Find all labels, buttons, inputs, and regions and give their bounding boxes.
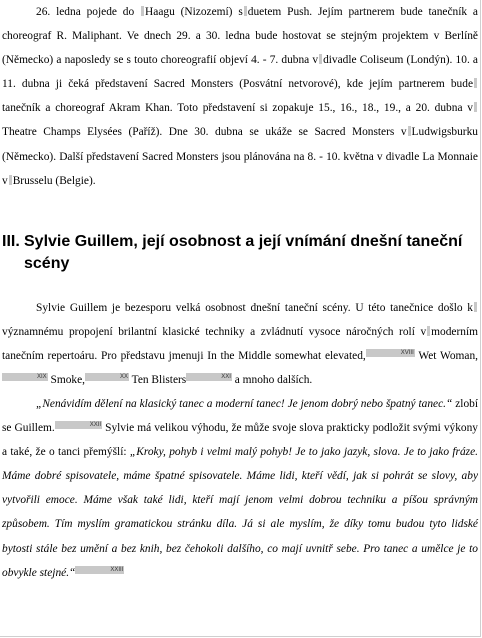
field-marker <box>474 102 477 112</box>
paragraph-schedule <box>2 0 478 193</box>
field-marker <box>244 6 247 16</box>
text-run: Sylvie Guillem je bezesporu velká osobnost dnešní taneční scény. U této tanečnice došlo k <box>36 302 473 314</box>
field-marker <box>319 54 322 64</box>
field-marker <box>474 302 477 312</box>
field-marker <box>474 78 477 88</box>
footnote-marker[interactable]: XXIII <box>75 566 124 574</box>
field-marker <box>408 126 411 136</box>
text-run: a mnoho dalších. <box>231 374 313 387</box>
section-heading <box>2 231 478 275</box>
paragraph-quote <box>2 392 478 585</box>
field-marker <box>141 6 144 16</box>
text-run: významnému propojení brilantní klasické techniky a zvládnutí vysoce náročných rolí v <box>2 326 427 339</box>
footnote-marker[interactable]: XX <box>85 373 129 381</box>
text-run: s <box>238 6 243 18</box>
footnote-marker[interactable]: XXII <box>55 421 102 429</box>
footnote-marker[interactable]: XXI <box>186 373 232 381</box>
text-run: Ludwigsburku (Německo). Další představení Sacred Monsters jsou plánována na 8. - 10. května v divadle La Monnaie v <box>2 126 478 187</box>
text-run: Brusselu (Belgie). <box>12 174 96 187</box>
text-run: duetem Push. Jejím partnerem bude tanečník a choreograf R. Maliphant. Ve dnech 29. a 30. ledna bude hostovat se stejným projektem v Berlíně (Německo) a naposledy se s touto choreografií objeví 4. - 7. dubna v <box>2 6 478 67</box>
field-marker <box>427 326 430 336</box>
quote-text: „Nenávidím dělení na klasický tanec a moderní tanec! Je jenom dobrý nebo špatný tanec.“ <box>36 398 453 410</box>
text-run: zlobí se Guillem. <box>2 398 479 435</box>
text-run: Haagu (Nizozemí) <box>145 6 233 18</box>
text-run: Sylvie má velikou výhodu, že může svoje slova prakticky podložit svými výkony a také, že o tanci přemýšlí: <box>2 422 479 459</box>
field-marker <box>9 175 12 185</box>
quote-text: „Kroky, pohyb i velmi malý pohyb! Je to jako jazyk, slova. Je to jako fráze. Máme dobré spisovatele, máme špatné spisovatele. Máme lidi, kteří vědí, jak si pohrát se slovy, aby vytvořili emoce. Máme však také lidi, kteří mají jenom velmi dobrou techniku a píšou správným způsobem. Tím myslím gramatickou stránku díla. Já si ale myslím, že díky tomu budou tyto lidské bytosti stále bez umění a bez knih, bez čehokoli dalšího, co mají uvnitř sebe. Pro tanec a umělce je to obvykle stejné.“ <box>2 446 478 579</box>
text-run: Smoke, <box>47 374 86 387</box>
paragraph-personality <box>2 296 478 392</box>
text-run: tanečník a choreograf Akram Khan. Toto představení si zopakuje 15., 16., 18., 19., a 20. dubna v <box>2 102 473 115</box>
heading-number: III. <box>2 233 20 250</box>
heading-text: Sylvie Guillem, její osobnost a její vnímání dnešní taneční scény <box>24 233 463 272</box>
text-run: moderním tanečním repertoáru. Pro představu jmenuji In the Middle somewhat elevated, <box>2 326 478 363</box>
text-run: 26. ledna pojede do <box>36 6 135 18</box>
footnote-marker[interactable]: XIX <box>2 373 48 381</box>
text-run: Theatre Champs Elysées (Paříž). Dne 30. dubna se ukáže se Sacred Monsters v <box>2 126 407 139</box>
text-run: divadle Coliseum (Londýn). 10. a 11. dubna ji čeká představení Sacred Monsters (Posvátní netvorové), kde jejím partnerem bude <box>2 54 478 91</box>
text-run: Ten Blisters <box>129 374 187 387</box>
footnote-marker[interactable]: XVIII <box>366 349 415 357</box>
text-run: Wet Woman, <box>414 350 478 363</box>
